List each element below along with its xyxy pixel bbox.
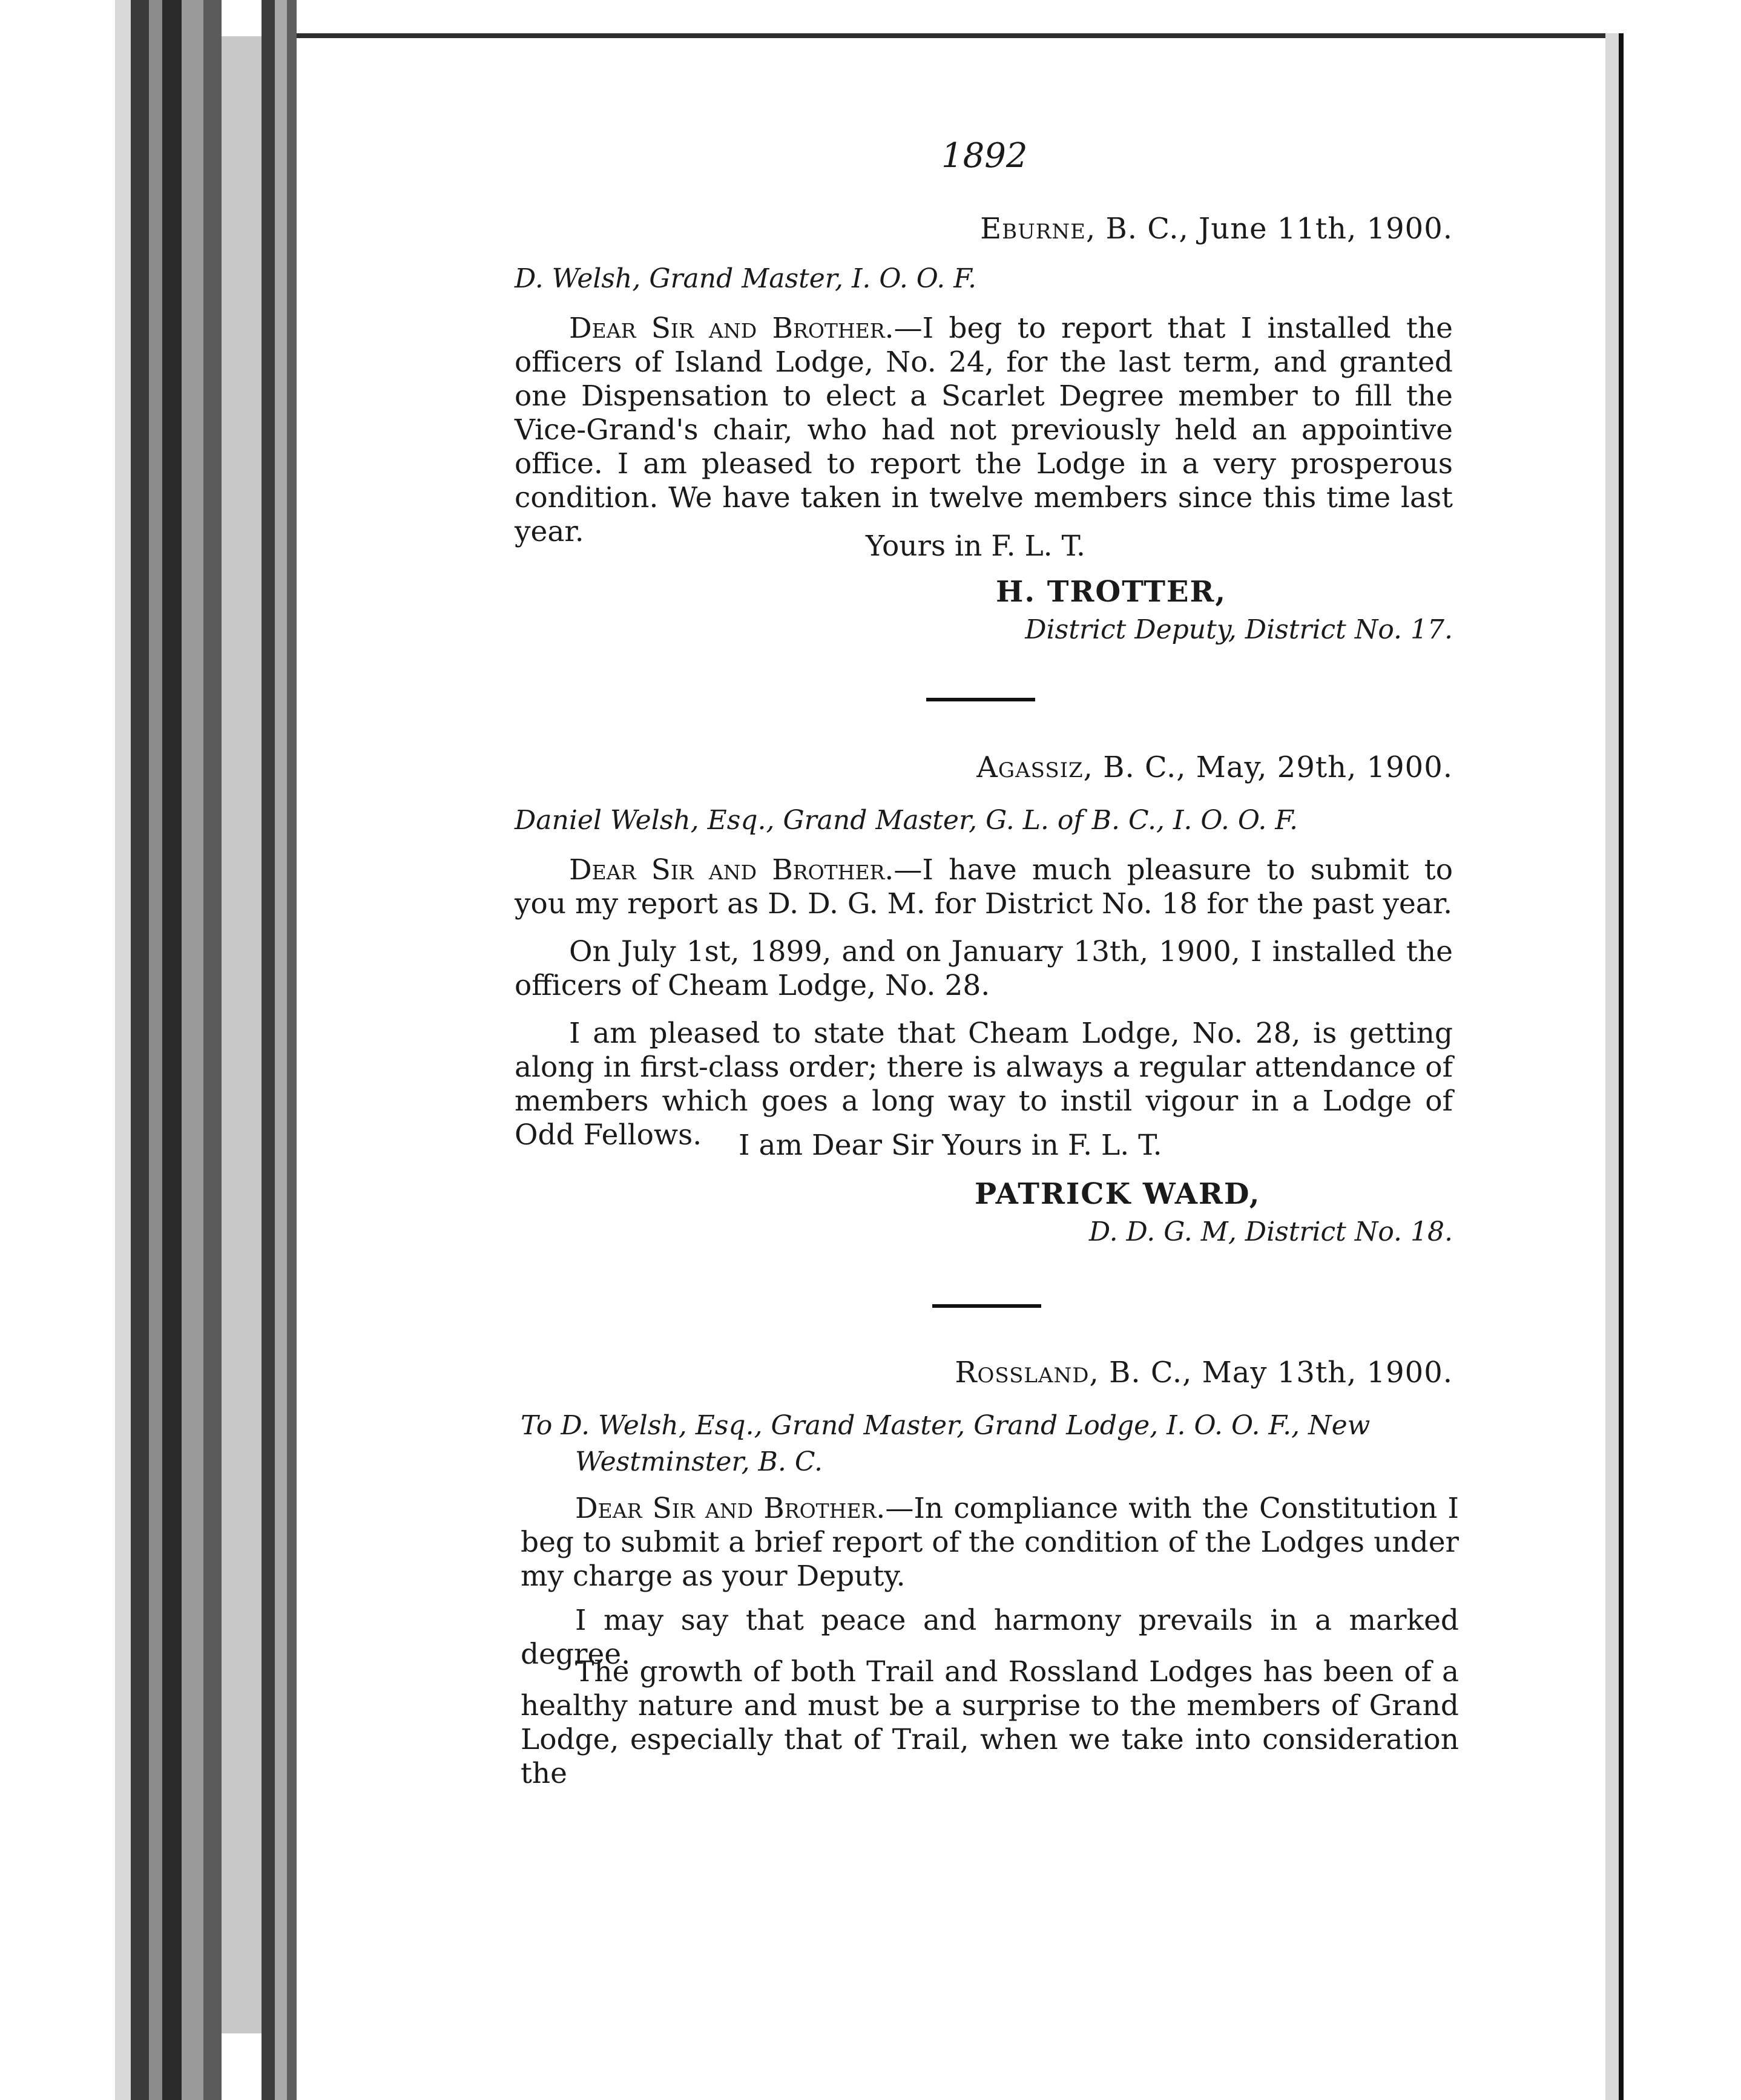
- letter2-paragraph-2: On July 1st, 1899, and on January 13th, 1900, I installed the officers of Cheam Lodge, No. 28.: [515, 935, 1453, 1002]
- letter2-paragraph-3: I am pleased to state that Cheam Lodge, No. 28, is getting along in first-class order; there is always a regular attendance of members which goes a long way to instil vigour in a Lodge of Odd Fellows.: [515, 1017, 1453, 1152]
- page-edge: [287, 0, 297, 2100]
- letter2-body: [515, 853, 1453, 921]
- letter2-signature: PATRICK WARD,: [975, 1177, 1261, 1211]
- letter3-paragraph-3: The growth of both Trail and Rossland Lodges has been of a healthy nature and must be a surprise to the members of Grand Lodge, especially that of Trail, when we take into consideration the: [521, 1655, 1459, 1790]
- letter1-closing: Yours in F. L. T.: [866, 530, 1085, 563]
- letter3-addressee-line2: Westminster, B. C.: [575, 1446, 823, 1477]
- letter2-addressee: Daniel Welsh, Esq., Grand Master, G. L. of B. C., I. O. O. F.: [515, 805, 1298, 836]
- letter1-salutation: Dear Sir and Brother.: [569, 312, 894, 345]
- letter1-place: Eburne: [980, 212, 1086, 246]
- letter3-place: Rossland: [955, 1356, 1090, 1390]
- page-number: 1892: [941, 136, 1028, 176]
- letter3-addressee-line1: To D. Welsh, Esq., Grand Master, Grand Lodge, I. O. O. F., New: [521, 1410, 1371, 1441]
- letter3-salutation: Dear Sir and Brother.: [575, 1492, 886, 1525]
- letter3-body: [521, 1492, 1459, 1593]
- page-edge: [115, 0, 131, 2100]
- letter2-date: , B. C., May, 29th, 1900.: [1083, 750, 1453, 784]
- section-divider: [926, 698, 1035, 701]
- letter2-place: Agassiz: [976, 750, 1084, 784]
- letter2-text: —I have much pleasure to submit to you my report as D. D. G. M. for District No. 18 for the past year.: [515, 853, 1453, 920]
- letter1-text: —I beg to report that I installed the officers of Island Lodge, No. 24, for the last term, and granted one Dispensation to elect a Scarlet Degree member to fill the Vice-Grand's chair, who had not previously held an appointive office. I am pleased to report the Lodge in a very prosperous condition. We have taken in twelve members since this time last year.: [515, 312, 1453, 548]
- letter1-dateline: [980, 212, 1453, 246]
- gutter-shadow: [1619, 33, 1624, 2100]
- letter3-text: —In compliance with the Constitution I beg to submit a brief report of the condition of the Lodges under my charge as your Deputy.: [521, 1492, 1460, 1593]
- page-edge: [162, 0, 182, 2100]
- page-edge: [149, 0, 162, 2100]
- letter3-paragraph-2: I may say that peace and harmony prevails in a marked degree.: [521, 1604, 1459, 1671]
- letter2-closing: I am Dear Sir Yours in F. L. T.: [739, 1129, 1162, 1162]
- page-edge: [275, 0, 287, 2100]
- letter1-date: , B. C., June 11th, 1900.: [1085, 212, 1453, 246]
- letter2-salutation: Dear Sir and Brother.: [569, 853, 894, 887]
- letter1-body: [515, 312, 1453, 549]
- letter2-dateline: [976, 750, 1453, 784]
- page-top-border: [297, 33, 1610, 38]
- letter1-title: District Deputy, District No. 17.: [1025, 614, 1453, 645]
- page-edge: [182, 0, 203, 2100]
- page-edge: [131, 0, 149, 2100]
- letter3-date: , B. C., May 13th, 1900.: [1089, 1356, 1453, 1390]
- section-divider: [932, 1304, 1041, 1308]
- page-edge: [222, 36, 262, 2033]
- facing-page-edge: [1605, 33, 1619, 2100]
- letter2-title: D. D. G. M, District No. 18.: [1088, 1216, 1453, 1247]
- letter1-addressee: D. Welsh, Grand Master, I. O. O. F.: [515, 263, 976, 294]
- letter1-signature: H. TROTTER,: [996, 575, 1227, 609]
- book-binding: [0, 0, 303, 2100]
- page-edge: [203, 0, 222, 2100]
- page-edge: [262, 0, 275, 2100]
- letter3-dateline: [955, 1356, 1453, 1390]
